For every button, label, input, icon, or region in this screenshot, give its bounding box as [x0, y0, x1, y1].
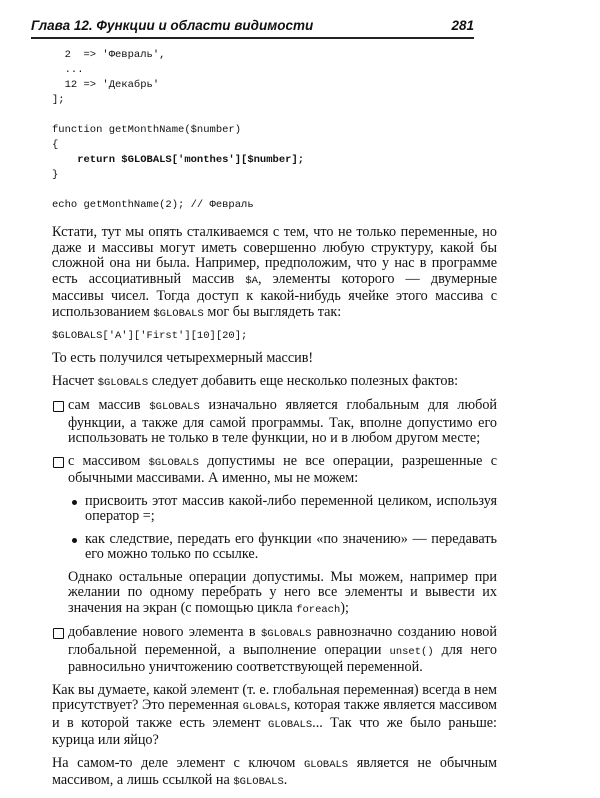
- text: , которая также является массивом и в которой также есть элемент: [52, 697, 497, 731]
- inline-code: $GLOBALS: [149, 401, 200, 413]
- text: является не обычным массивом, а лишь ссылкой на: [52, 754, 498, 788]
- inline-code: GLOBALS: [303, 758, 349, 771]
- text: Кстати, тут мы опять сталкиваемся с тем, что не только переменные, но даже и массивы могут иметь совершенно любую структуру, какой бы сложной она ни была. Например, предположим, что у нас в программе есть ассоциативный массив: [52, 224, 497, 287]
- text: допустимы не все операции, разрешенные с обычными массивами. А именно, мы не можем:: [68, 452, 497, 486]
- text: На самом-то деле элемент с ключом: [52, 754, 304, 771]
- paragraph: [52, 374, 497, 392]
- text: Насчет: [52, 372, 98, 389]
- text: изначально является глобальным для любой функции, а также для самой программы. Так, вполне допустимо его использовать не только в теле функции, но и в любом другом месте;: [68, 397, 498, 446]
- running-header: [31, 18, 474, 39]
- paragraph: [52, 756, 497, 791]
- text: сам массив: [68, 397, 150, 413]
- paragraph: [68, 570, 497, 619]
- bullet-item: [68, 398, 497, 447]
- code-line: [52, 108, 497, 123]
- code-line: ...: [52, 64, 84, 76]
- code-line: [52, 183, 497, 198]
- sub-bullet-item: [85, 532, 497, 563]
- code-line: {: [52, 139, 59, 151]
- inline-code: $GLOBALS: [153, 307, 204, 320]
- text: как следствие, передать его функции «по значению» — передавать его можно только по ссылке.: [85, 530, 497, 562]
- code-line: ];: [52, 94, 65, 106]
- text: ... Так что же было раньше: курица или яйцо?: [52, 714, 497, 748]
- page-body: [52, 48, 497, 798]
- text: , элементы которого — двумерные массивы чисел. Тогда доступ к какой-нибудь ячейке этого массива с использованием: [52, 270, 497, 320]
- inline-code: GLOBALS: [242, 701, 287, 713]
- code-line: }: [52, 169, 59, 181]
- text: следует добавить еще несколько полезных фактов:: [148, 372, 459, 389]
- text: мог бы выглядеть так:: [203, 303, 342, 320]
- text: Как вы думаете, какой элемент (т. е. глобальная переменная) всегда в нем присутствует? Это переменная: [52, 681, 497, 713]
- text: Однако остальные операции допустимы. Мы можем, например при желании по одному перебрать у него все элементы и вывести их значения на экран (с помощью цикла: [68, 568, 497, 616]
- text: .: [283, 772, 288, 788]
- text: присвоить этот массив какой-либо переменной целиком, используя оператор =;: [85, 492, 497, 524]
- checkbox-bullet-icon: [53, 401, 64, 412]
- inline-code: $GLOBALS: [233, 776, 284, 788]
- inline-code: $A: [245, 274, 258, 287]
- inline-code: $GLOBALS: [148, 456, 199, 469]
- sub-bullet-item: [85, 494, 497, 525]
- checkbox-bullet-icon: [53, 628, 64, 639]
- paragraph: [52, 683, 497, 749]
- bullet-dot-icon: [72, 538, 77, 543]
- page-number: 281: [451, 18, 474, 33]
- inline-code: foreach: [296, 603, 341, 616]
- text: равнозначно созданию новой глобальной переменной, а выполнение операции: [68, 624, 497, 658]
- chapter-title: Глава 12. Функции и области видимости: [31, 18, 314, 33]
- paragraph: То есть получился четырехмерный массив!: [52, 350, 314, 366]
- inline-code: $GLOBALS: [260, 628, 312, 640]
- code-listing: [52, 48, 497, 213]
- text: для него равносильно уничтожению соответствующей переменной.: [68, 641, 497, 675]
- code-example: $GLOBALS['A']['First'][10][20];: [52, 330, 248, 342]
- code-line: echo getMonthName(2); // Февраль: [52, 199, 254, 211]
- inline-code: GLOBALS: [268, 718, 313, 731]
- paragraph: [52, 225, 497, 322]
- code-line: 12 => 'Декабрь': [52, 79, 160, 91]
- inline-code: $GLOBALS: [97, 376, 149, 389]
- checkbox-bullet-icon: [53, 457, 64, 468]
- bullet-item: [68, 454, 497, 487]
- text: с массивом: [68, 452, 149, 469]
- code-line: return $GLOBALS['monthes'][$number];: [52, 154, 305, 166]
- code-line: function getMonthName($number): [52, 124, 242, 136]
- text: );: [340, 599, 349, 616]
- text: добавление нового элемента в: [68, 624, 261, 640]
- code-line: 2 => 'Февраль',: [52, 49, 166, 61]
- bullet-dot-icon: [72, 500, 77, 505]
- bullet-item: [68, 625, 497, 676]
- inline-code: unset(): [389, 645, 434, 658]
